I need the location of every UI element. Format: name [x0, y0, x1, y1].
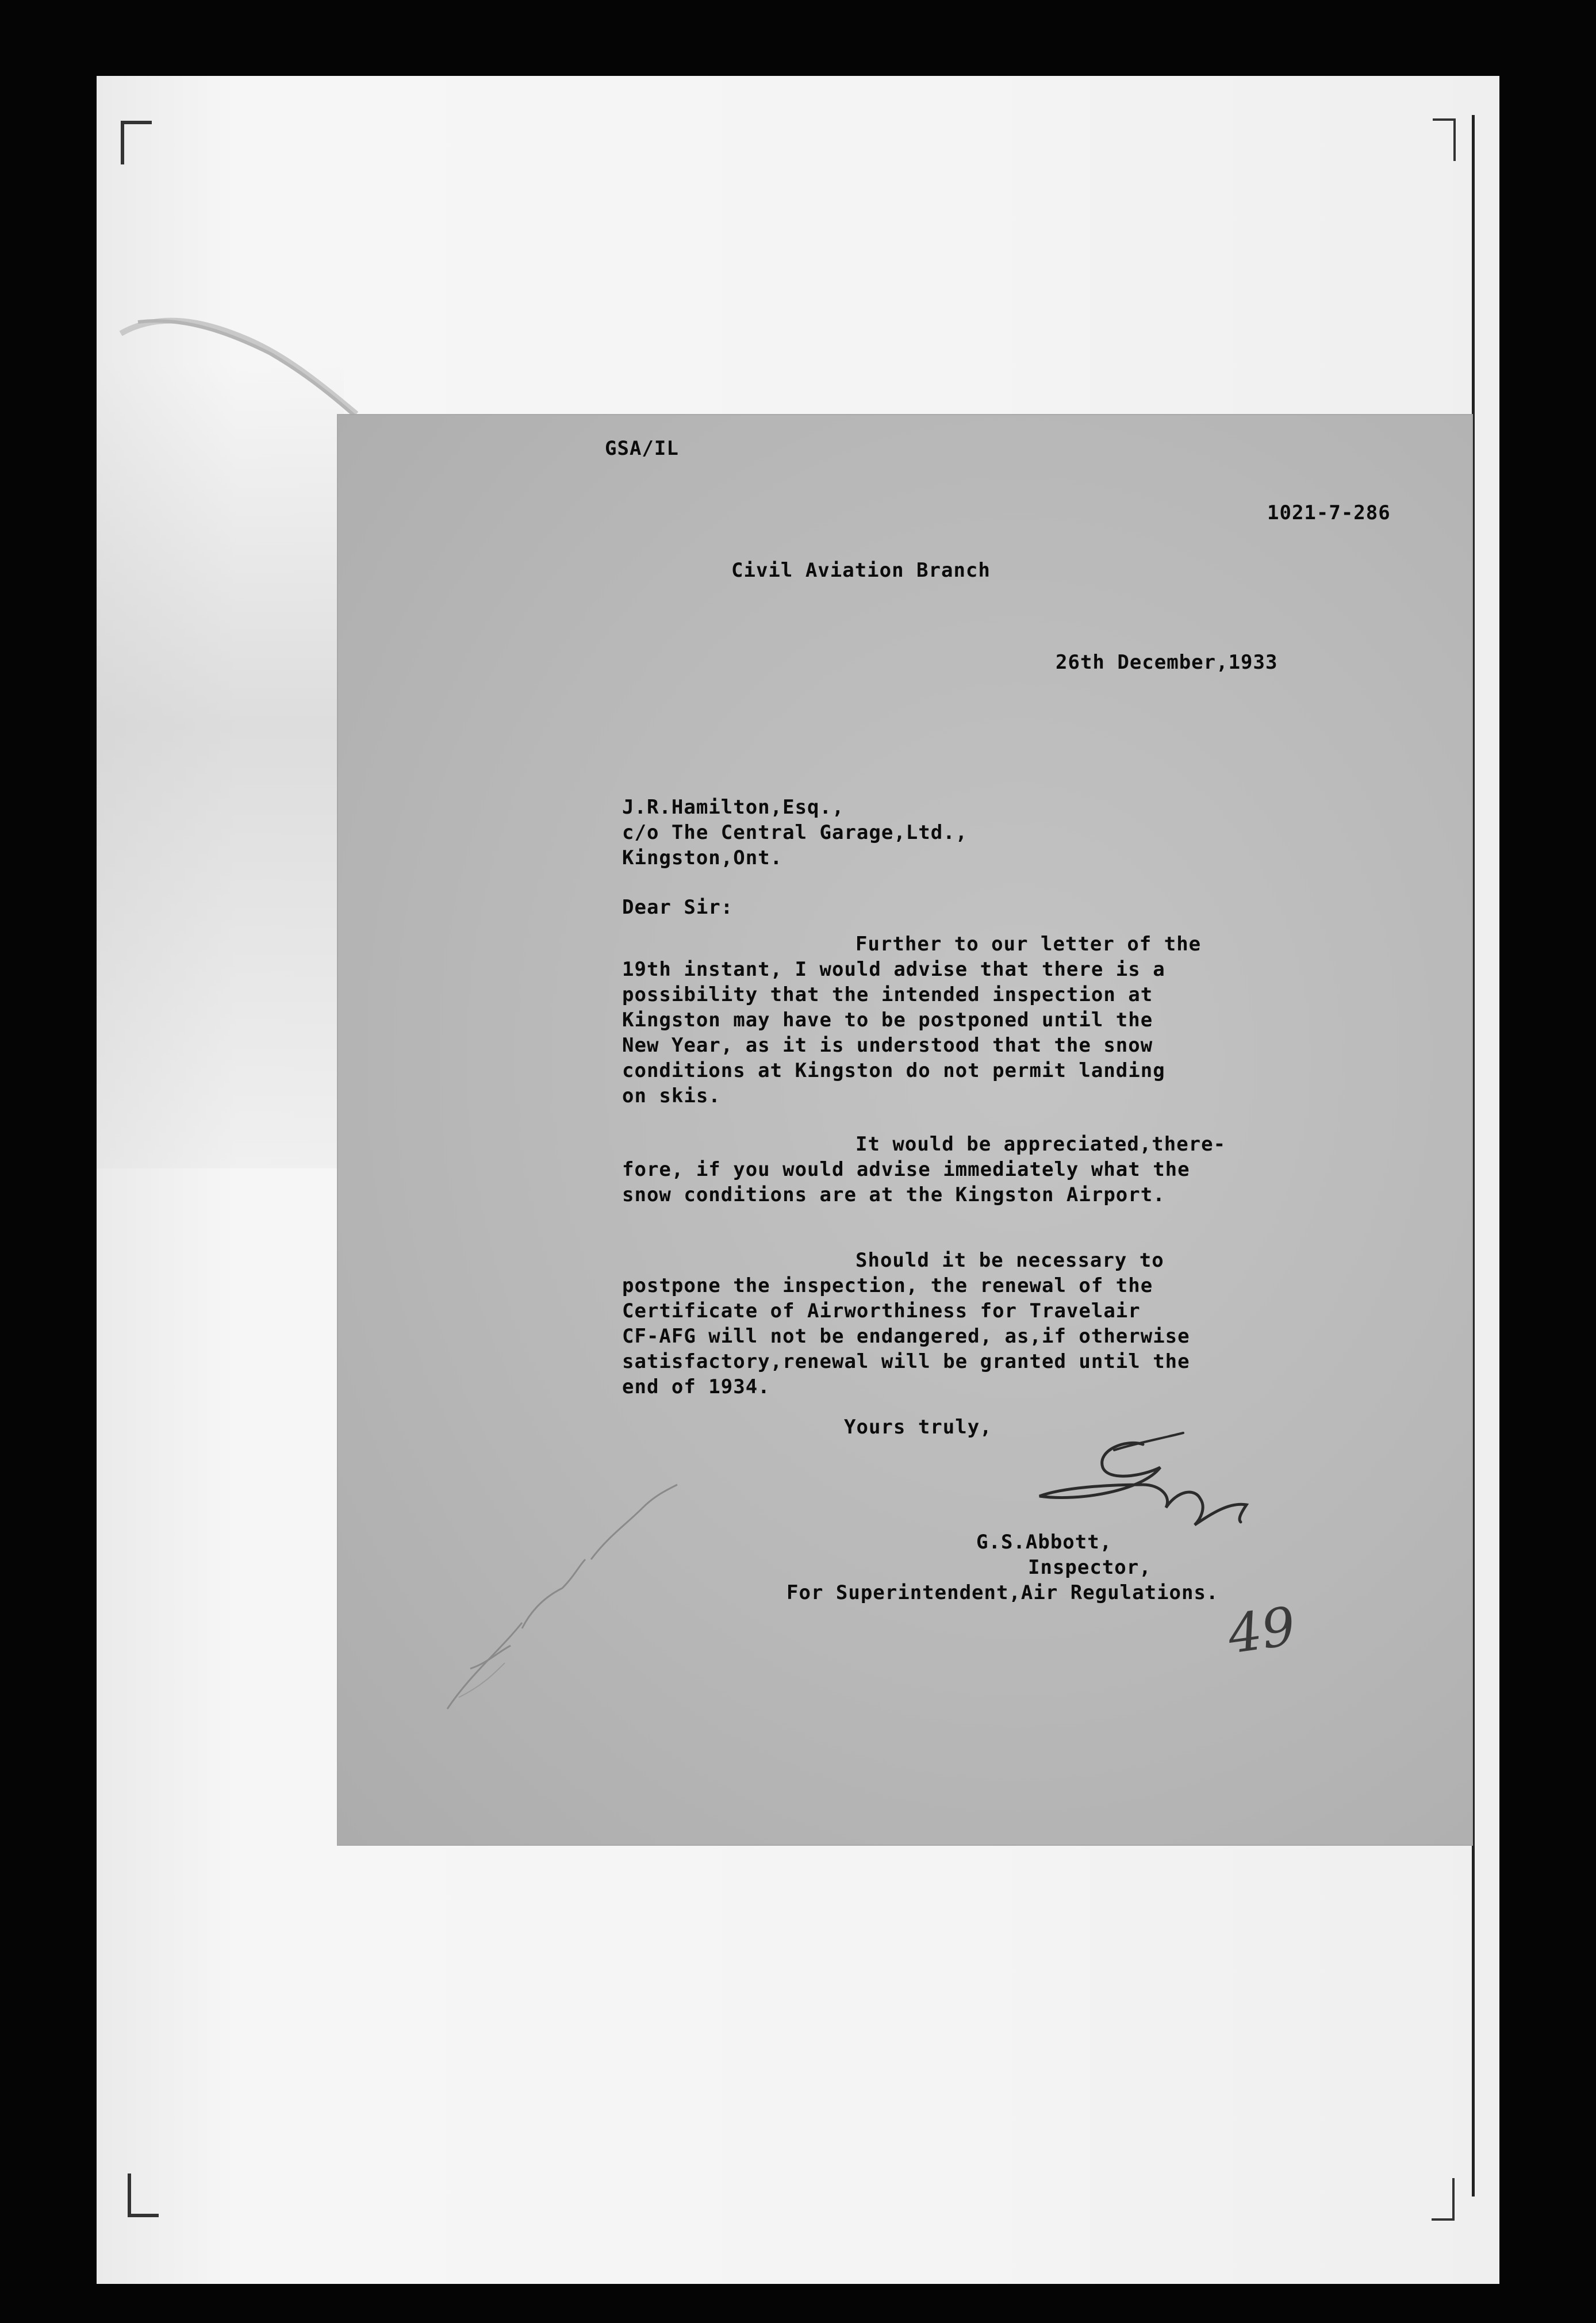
paragraph-3-line: end of 1934.: [622, 1375, 770, 1398]
binding-string: [115, 299, 437, 431]
binding-edge-line: [1472, 115, 1475, 2196]
letter-date: 26th December,1933: [1056, 651, 1278, 674]
paragraph-3-line: postpone the inspection, the renewal of the: [622, 1274, 1153, 1297]
crop-mark-top-right: [1433, 118, 1456, 161]
paragraph-1-line: Kingston may have to be postponed until the: [622, 1009, 1153, 1032]
page-number: 49: [1224, 1595, 1299, 1666]
crop-mark-top-left: [121, 121, 152, 164]
paragraph-3-line: CF-AFG will not be endangered, as,if otherwise: [622, 1325, 1190, 1348]
pencil-annotation: [436, 1479, 706, 1720]
paragraph-2-line: fore, if you would advise immediately what the: [622, 1158, 1190, 1181]
reference-initials: GSA/IL: [605, 437, 679, 460]
crop-mark-bottom-right: [1432, 2178, 1455, 2221]
department-heading: Civil Aviation Branch: [731, 559, 991, 582]
closing: Yours truly,: [844, 1416, 992, 1439]
paragraph-3-line: satisfactory,renewal will be granted until the: [622, 1350, 1190, 1373]
recipient-line-2: c/o The Central Garage,Ltd.,: [622, 821, 968, 844]
paragraph-3-line: Should it be necessary to: [855, 1249, 1164, 1272]
signer-for-line: For Superintendent,Air Regulations.: [787, 1581, 1219, 1604]
paragraph-2-line: It would be appreciated,there-: [855, 1133, 1226, 1156]
signer-name: G.S.Abbott,: [976, 1531, 1112, 1554]
recipient-line-1: J.R.Hamilton,Esq.,: [622, 796, 845, 819]
recipient-line-3: Kingston,Ont.: [622, 846, 783, 869]
signer-title: Inspector,: [1028, 1556, 1152, 1579]
crop-mark-bottom-left: [128, 2174, 159, 2217]
letter-page: [338, 415, 1472, 1845]
sheet-shadow: [97, 363, 344, 1168]
paragraph-1-line: conditions at Kingston do not permit landing: [622, 1059, 1165, 1082]
paragraph-1-line: on skis.: [622, 1084, 721, 1107]
paragraph-1-line: possibility that the intended inspection at: [622, 983, 1153, 1006]
paragraph-2-line: snow conditions are at the Kingston Airport.: [622, 1183, 1165, 1206]
file-number: 1021-7-286: [1267, 501, 1391, 524]
paragraph-1-line: New Year, as it is understood that the snow: [622, 1034, 1153, 1057]
paragraph-1-line: 19th instant, I would advise that there is a: [622, 958, 1165, 981]
salutation: Dear Sir:: [622, 896, 734, 919]
paragraph-1-line: Further to our letter of the: [855, 933, 1202, 956]
paragraph-3-line: Certificate of Airworthiness for Travelair: [622, 1300, 1141, 1322]
handwritten-signature: [1028, 1427, 1269, 1536]
